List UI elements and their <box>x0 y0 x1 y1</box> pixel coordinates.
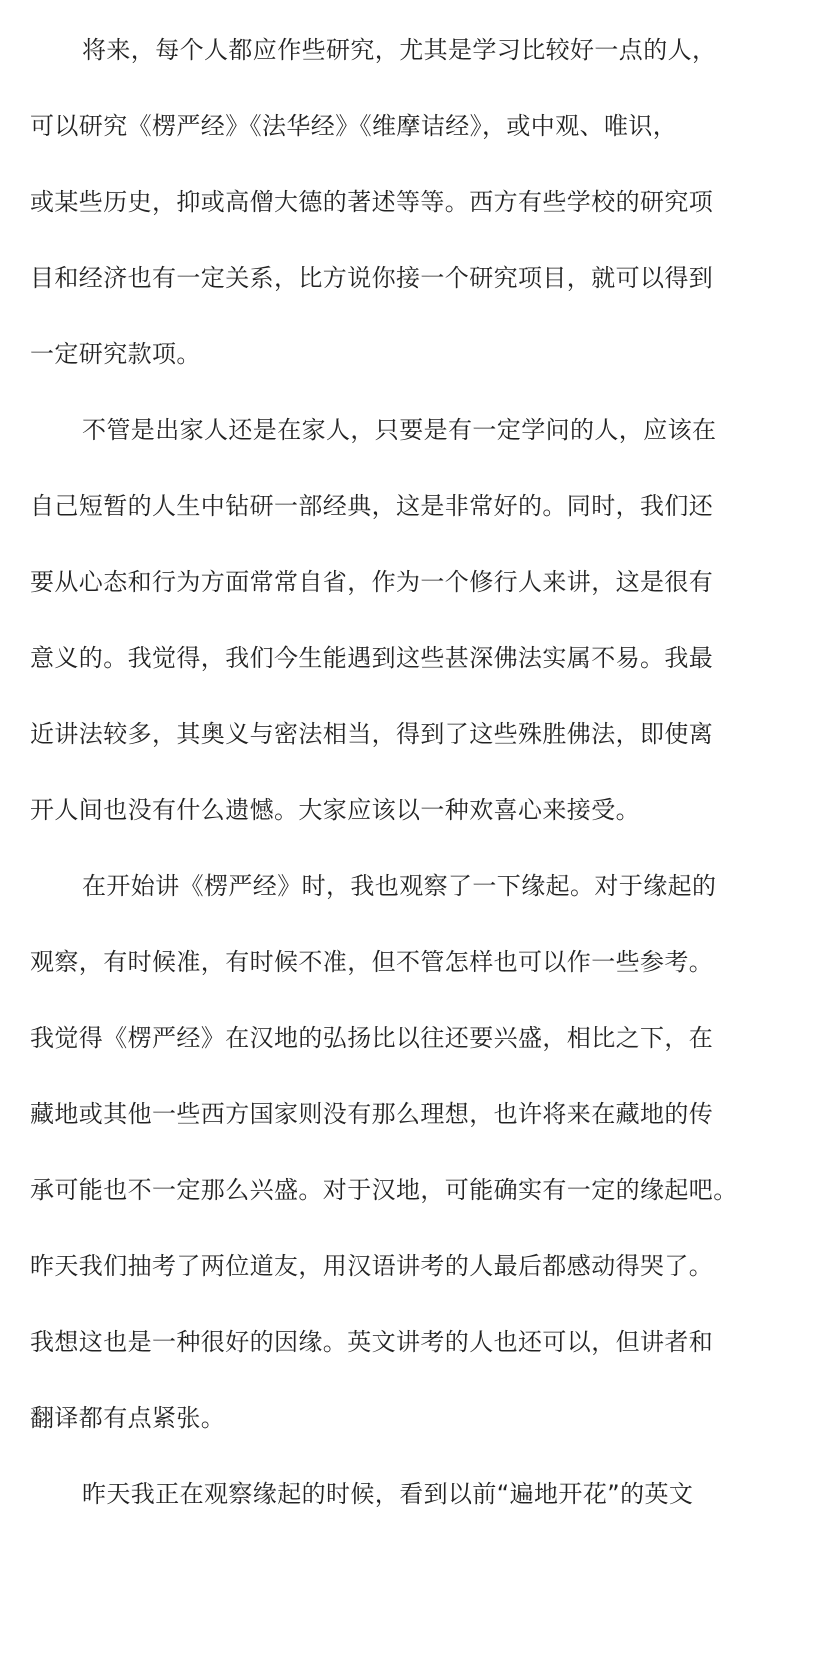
paragraph-1 <box>30 12 790 392</box>
text-line: 藏地或其他一些西方国家则没有那么理想，也许将来在藏地的传 <box>30 1100 714 1128</box>
text-line: 一定研究款项。 <box>30 340 201 368</box>
text-line: 要从心态和行为方面常常自省，作为一个修行人来讲，这是很有 <box>30 568 714 596</box>
paragraph-4 <box>30 1456 790 1532</box>
text-line: 我想这也是一种很好的因缘。英文讲考的人也还可以，但讲者和 <box>30 1328 714 1356</box>
text-line: 将来，每个人都应作些研究，尤其是学习比较好一点的人， <box>82 36 717 64</box>
text-line: 近讲法较多，其奥义与密法相当，得到了这些殊胜佛法，即使离 <box>30 720 714 748</box>
text-line: 开人间也没有什么遗憾。大家应该以一种欢喜心来接受。 <box>30 796 640 824</box>
paragraph-2 <box>30 392 790 848</box>
text-line: 我觉得《楞严经》在汉地的弘扬比以往还要兴盛，相比之下，在 <box>30 1024 714 1052</box>
text-line: 观察，有时候准，有时候不准，但不管怎样也可以作一些参考。 <box>30 948 714 976</box>
text-line: 可以研究《楞严经》《法华经》《维摩诘经》，或中观、唯识， <box>30 112 678 140</box>
text-line: 不管是出家人还是在家人，只要是有一定学问的人，应该在 <box>82 416 717 444</box>
article-body <box>30 12 790 1532</box>
text-line: 自己短暂的人生中钻研一部经典，这是非常好的。同时，我们还 <box>30 492 714 520</box>
paragraph-3 <box>30 848 790 1456</box>
text-line: 意义的。我觉得，我们今生能遇到这些甚深佛法实属不易。我最 <box>30 644 714 672</box>
text-line: 在开始讲《楞严经》时，我也观察了一下缘起。对于缘起的 <box>82 872 717 900</box>
text-line: 承可能也不一定那么兴盛。对于汉地，可能确实有一定的缘起吧。 <box>30 1176 738 1204</box>
text-line: 昨天我们抽考了两位道友，用汉语讲考的人最后都感动得哭了。 <box>30 1252 714 1280</box>
text-line: 或某些历史，抑或高僧大德的著述等等。西方有些学校的研究项 <box>30 188 714 216</box>
text-line: 昨天我正在观察缘起的时候，看到以前“遍地开花”的英文 <box>82 1480 694 1508</box>
text-line: 目和经济也有一定关系，比方说你接一个研究项目，就可以得到 <box>30 264 714 292</box>
text-line: 翻译都有点紧张。 <box>30 1404 226 1432</box>
